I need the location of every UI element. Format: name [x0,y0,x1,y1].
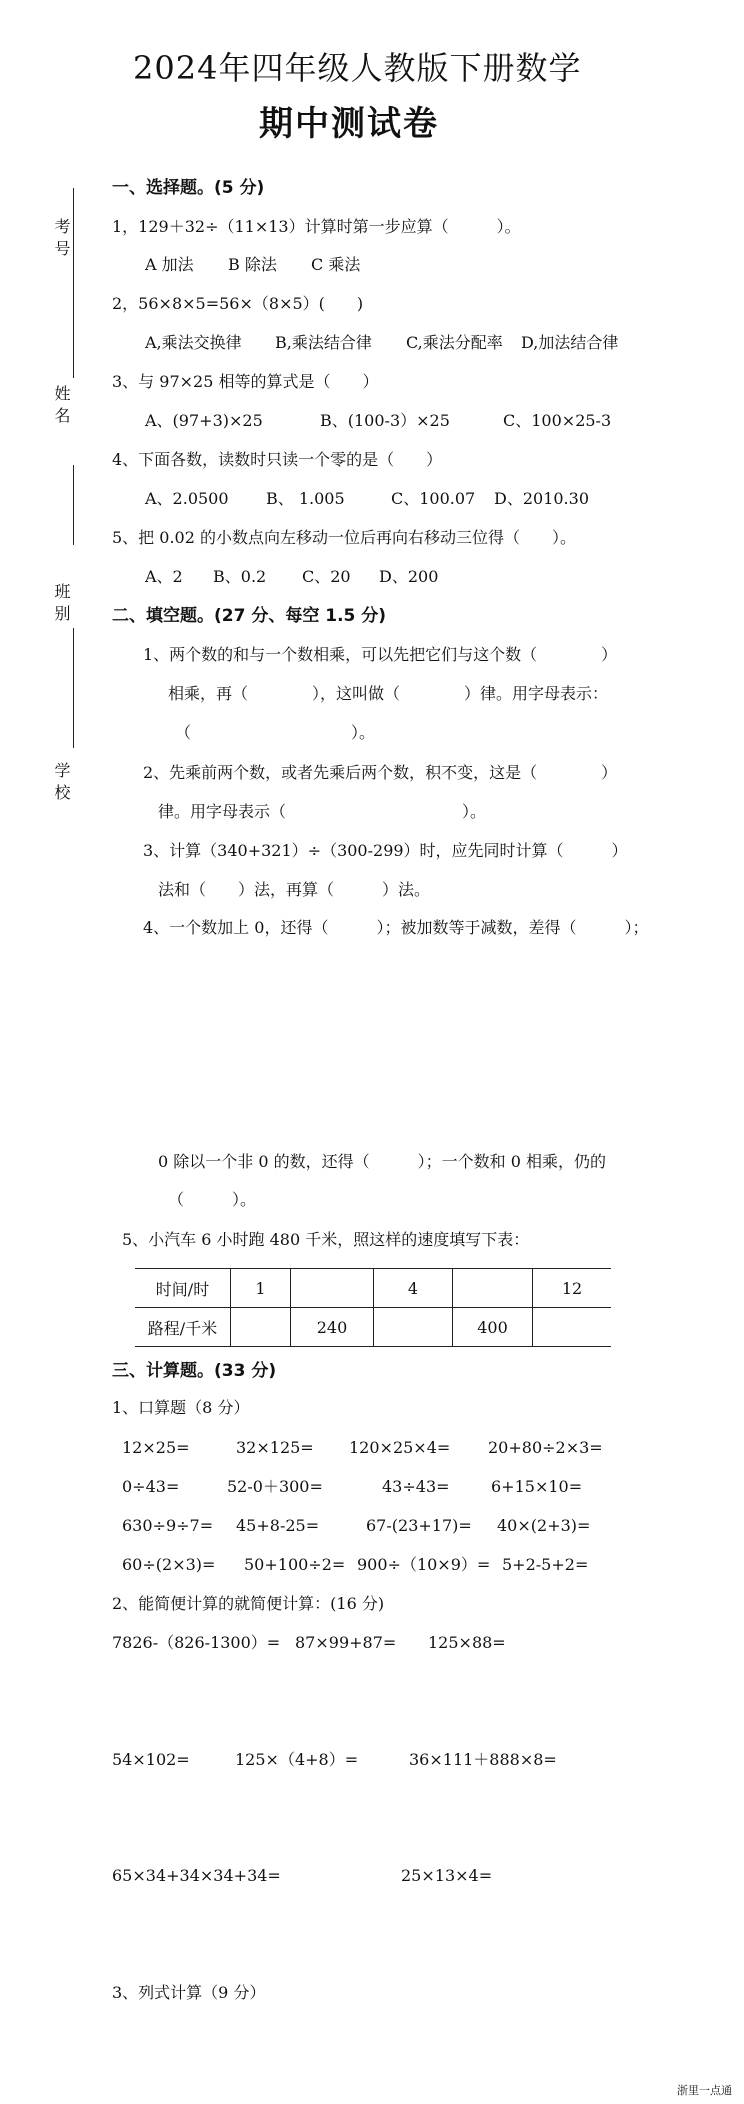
margin-label-exam-number: 考号 [52,218,71,262]
table-cell-blank[interactable] [453,1269,533,1308]
option: C、100.07 [391,489,476,508]
fill-question-3-line: 3、计算（340+321）÷（300-299）时，应先同时计算（ ） [143,841,628,860]
simplify-problem: 87×99+87= [295,1633,397,1652]
oral-problem: 20+80÷2×3= [488,1438,603,1457]
section-heading-choice: 一、选择题。(5 分) [112,178,265,198]
simplify-problem: 36×111＋888×8= [409,1750,557,1769]
table-cell: 4 [374,1269,453,1308]
margin-label-name: 姓名 [52,385,71,429]
margin-line [73,465,74,545]
table-cell: 240 [291,1308,374,1347]
fill-question-4-line: 4、一个数加上 0，还得（ ）；被加数等于减数，差得（ ）； [143,918,649,937]
margin-line [73,628,74,748]
simplify-problem: 125×（4+8）= [235,1750,359,1769]
table-header-cell: 路程/千米 [135,1308,231,1347]
option: C、100×25-3 [503,411,612,430]
exam-subtitle: 期中测试卷 [259,104,439,144]
table-header-cell: 时间/时 [135,1269,231,1308]
oral-problem: 43÷43= [382,1477,450,1496]
question-4-stem: 4、下面各数，读数时只读一个零的是（ ） [112,450,443,469]
table-cell-blank[interactable] [231,1308,291,1347]
column-calc-title: 3、列式计算（9 分） [112,1983,266,2002]
fill-question-4-line: 0 除以一个非 0 的数，还得（ ）；一个数和 0 相乘，仍的 [158,1152,606,1171]
oral-problem: 60÷(2×3)= [122,1555,216,1574]
question-3-stem: 3、与 97×25 相等的算式是（ ） [112,372,379,391]
simplify-calc-title: 2、能简便计算的就简便计算：(16 分) [112,1594,385,1613]
section-heading-calc: 三、计算题。(33 分) [112,1361,277,1381]
fill-question-3-line: 法和（ ）法，再算（ ）法。 [158,880,431,899]
margin-label-class: 班别 [52,583,71,627]
option: B、 1.005 [266,489,345,508]
oral-problem: 32×125= [236,1438,314,1457]
oral-problem: 630÷9÷7= [122,1516,214,1535]
fill-question-1-line: 1、两个数的和与一个数相乘，可以先把它们与这个数（ ） [143,645,618,664]
option: C,乘法分配率 [406,333,503,352]
oral-problem: 900÷（10×9）= [357,1555,491,1574]
simplify-problem: 54×102= [112,1750,190,1769]
option: A 加法 [145,255,194,274]
question-5-stem: 5、把 0.02 的小数点向左移动一位后再向右移动三位得（ ）。 [112,528,576,547]
oral-problem: 67-(23+17)= [366,1516,472,1535]
exam-title: 2024年四年级人教版下册数学 [133,49,582,87]
option: A、(97+3)×25 [145,411,263,430]
table-cell-blank[interactable] [291,1269,374,1308]
simplify-problem: 25×13×4= [401,1866,493,1885]
option: B,乘法结合律 [275,333,372,352]
speed-table [135,1268,611,1347]
table-cell-blank[interactable] [533,1308,612,1347]
table-cell-blank[interactable] [374,1308,453,1347]
fill-question-1-line: 相乘，再（ ），这叫做（ ）律。用字母表示： [168,684,609,703]
option: D、200 [379,567,439,586]
margin-line [73,278,74,378]
table-row [135,1269,611,1308]
oral-problem: 52-0＋300= [227,1477,323,1496]
simplify-problem: 125×88= [428,1633,506,1652]
fill-question-2-line: 2、先乘前两个数，或者先乘后两个数，积不变，这是（ ） [143,763,618,782]
table-cell: 1 [231,1269,291,1308]
oral-problem: 45+8-25= [236,1516,320,1535]
fill-question-2-line: 律。用字母表示（ ）。 [158,802,487,821]
table-cell: 12 [533,1269,612,1308]
oral-problem: 50+100÷2= [244,1555,346,1574]
option: C 乘法 [311,255,361,274]
oral-problem: 6+15×10= [491,1477,583,1496]
option: A,乘法交换律 [145,333,242,352]
option: D、2010.30 [494,489,589,508]
oral-problem: 120×25×4= [349,1438,451,1457]
option: C、20 [302,567,351,586]
question-1-stem: 1，129＋32÷（11×13）计算时第一步应算（ ）。 [112,217,521,236]
option: D,加法结合律 [521,333,619,352]
simplify-problem: 7826-（826-1300）= [112,1633,281,1652]
option: B、(100-3）×25 [320,411,450,430]
option: B、0.2 [213,567,267,586]
margin-label-school: 学校 [52,762,71,806]
oral-problem: 5+2-5+2= [502,1555,589,1574]
table-cell: 400 [453,1308,533,1347]
oral-problem: 0÷43= [122,1477,180,1496]
fill-question-1-line: （ ）。 [175,723,376,742]
fill-question-4-line: （ ）。 [168,1190,257,1209]
margin-line [73,188,74,278]
option: A、2 [145,567,183,586]
table-row [135,1308,611,1347]
oral-problem: 40×(2+3)= [497,1516,591,1535]
fill-question-5-stem: 5、小汽车 6 小时跑 480 千米，照这样的速度填写下表： [122,1230,530,1249]
question-2-stem: 2，56×8×5=56×（8×5）( ) [112,294,364,313]
section-heading-fill: 二、填空题。(27 分、每空 1.5 分) [112,606,387,626]
oral-calc-title: 1、口算题（8 分） [112,1398,250,1417]
option: A、2.0500 [145,489,229,508]
footer-watermark: 浙里一点通 [677,2084,732,2097]
option: B 除法 [228,255,277,274]
simplify-problem: 65×34+34×34+34= [112,1866,281,1885]
oral-problem: 12×25= [122,1438,190,1457]
